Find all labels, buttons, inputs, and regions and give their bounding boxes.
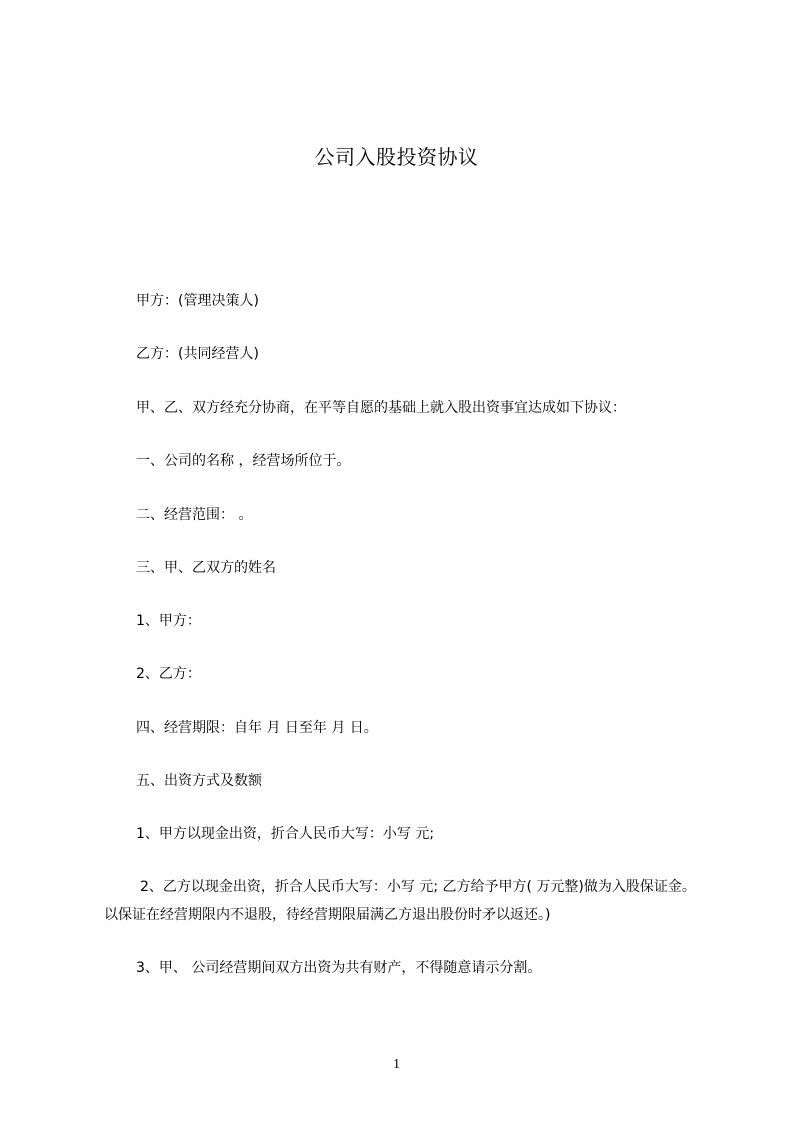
paragraph-company-name: 一、公司的名称 ，经营场所位于。 <box>136 453 351 469</box>
paragraph-joint-property: 3、甲、 公司经营期间双方出资为共有财产，不得随意请示分割。 <box>136 960 542 976</box>
paragraph-party-names: 三、甲、乙双方的姓名 <box>136 560 276 576</box>
document-title: 公司入股投资协议 <box>314 145 479 169</box>
paragraph-contribution-heading: 五、出资方式及数额 <box>136 773 262 789</box>
page-number: 1 <box>393 1057 400 1072</box>
paragraph-contribution-a: 1、甲方以现金出资，折合人民币大写：小写 元; <box>136 826 435 842</box>
paragraph-party-b-name: 2、乙方： <box>136 666 201 682</box>
paragraph-business-scope: 二、经营范围： 。 <box>136 507 253 523</box>
paragraph-preamble: 甲、乙、双方经充分协商，在平等自愿的基础上就入股出资事宜达成如下协议： <box>136 400 626 416</box>
paragraph-party-a-name: 1、甲方： <box>136 613 201 629</box>
paragraph-party-a: 甲方：(管理决策人) <box>136 293 259 309</box>
paragraph-party-b: 乙方：(共同经营人) <box>136 346 259 362</box>
paragraph-contribution-b: 2、乙方以现金出资，折合人民币大写：小写 元; 乙方给予甲方( 万元整)做为入股保证金。以保证在经营期限内不退股，待经营期限届满乙方退出股份时矛以返还。) <box>104 879 696 923</box>
paragraph-term: 四、经营期限：自年 月 日至年 月 日。 <box>136 720 378 736</box>
